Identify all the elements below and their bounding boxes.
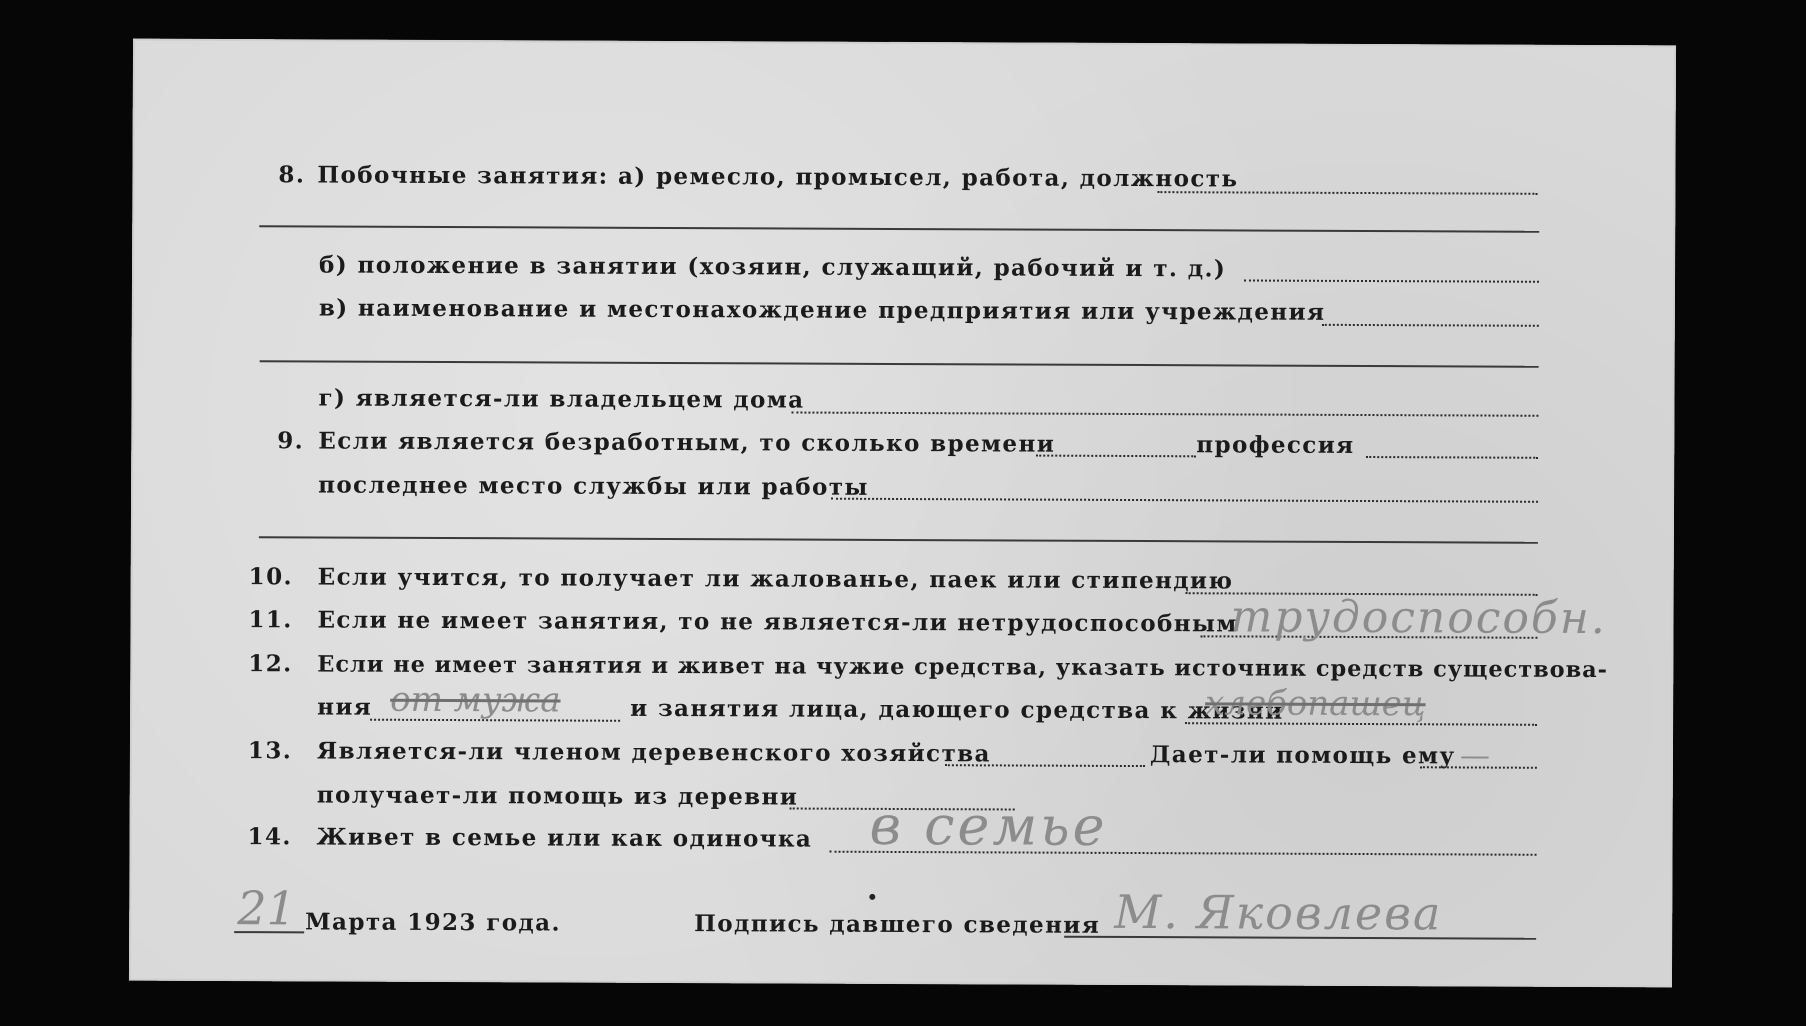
q13-handwritten-help: — [1459, 738, 1491, 774]
q12-handwritten-source: от мужа [390, 679, 561, 721]
date-day-handwritten: 21 [237, 881, 296, 936]
signature-handwritten: М. Яковлева [1114, 884, 1443, 941]
q11-label: Если не имеет занятия, то не является-ли нетрудоспособным [317, 606, 1238, 638]
q8-g-answer-line [791, 412, 1538, 417]
q13-help-label: Дает-ли помощь ему [1149, 741, 1456, 770]
q8-v-label: в) наименование и местонахождение предприятия или учреждения [318, 294, 1326, 326]
q13-line2-label: получает-ли помощь из деревни [316, 781, 799, 811]
date-day-line [234, 931, 304, 933]
q9-number: 9. [277, 427, 305, 455]
q14-number: 14. [247, 823, 292, 851]
q12-line2-start: ния [317, 693, 373, 721]
q14-label: Живет в семье или как одиночка [316, 823, 813, 853]
q10-label: Если учится, то получает ли жалованье, паек или стипендию [317, 563, 1234, 595]
q12-line1-label: Если не имеет занятия и живет на чужие средства, указать источник средств существова- [317, 651, 1609, 684]
q14-handwritten-answer: в семье [869, 793, 1108, 858]
q8-b-answer-line [1244, 279, 1539, 282]
signature-label: Подпись давшего сведения [694, 910, 1101, 939]
q12-handwritten-occupation: хлебопашец [1205, 683, 1426, 725]
q9-line2-answer-line [831, 498, 1538, 503]
q8-v-answer-line [1322, 324, 1539, 327]
census-form-card [129, 39, 1676, 988]
q8-v-answer-line-2 [260, 360, 1539, 368]
q9-duration-line [1036, 455, 1196, 458]
q11-handwritten-answer: трудоспособн. [1230, 591, 1607, 645]
q8-g-label: г) является-ли владельцем дома [318, 384, 805, 414]
q9-profession-label: профессия [1196, 431, 1355, 459]
q12-line2-mid: и занятия лица, дающего средства к жизни [630, 694, 1284, 725]
date-month-year: Марта 1923 года. [305, 908, 561, 937]
q8-a-answer-line [1157, 191, 1537, 195]
q8-a-answer-line-2 [259, 225, 1539, 233]
q9-line2-label: последнее место службы или работы [318, 471, 869, 501]
q12-number: 12. [248, 650, 293, 678]
q9-profession-line [1366, 456, 1538, 459]
q8-b-label: б) положение в занятии (хозяин, служащий, рабочий и т. д.) [319, 251, 1227, 283]
q11-number: 11. [248, 606, 293, 634]
q13-number: 13. [247, 737, 293, 765]
q13-line1-label: Является-ли членом деревенского хозяйства [316, 737, 991, 768]
q10-number: 10. [248, 563, 293, 591]
q8-a-label: Побочные занятия: а) ремесло, промысел, работа, должность [317, 161, 1239, 193]
q8-number: 8. [278, 161, 306, 189]
q9-line1-label: Если является безработным, то сколько времени [318, 427, 1056, 458]
q9-line2-answer-line-2 [259, 536, 1538, 544]
ink-dot [869, 894, 875, 900]
